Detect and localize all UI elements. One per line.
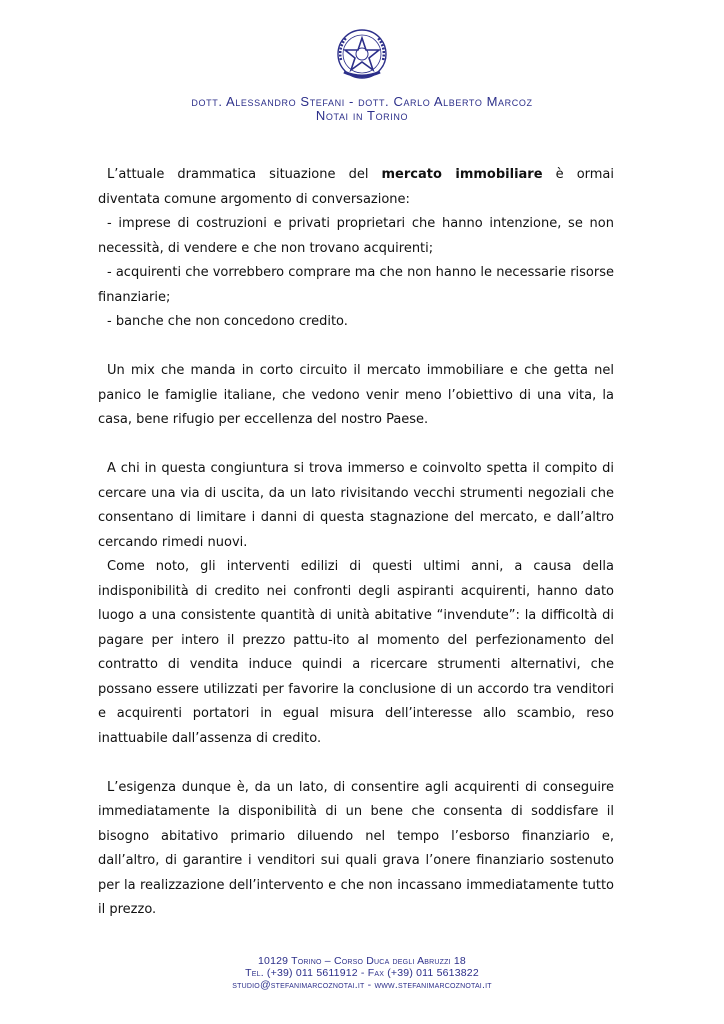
footer-phone: Tel. (+39) 011 5611912 - Fax (+39) 011 5613822 [245,967,479,979]
italian-republic-emblem-icon [332,28,392,84]
header-location: Notai in Torino [315,108,409,123]
footer-address: 10129 Torino – Corso Duca degli Abruzzi 18 [258,955,466,967]
header-notaries-names: dott. Alessandro Stefani - dott. Carlo Alberto Marcoz [191,94,533,109]
footer-web: studio@stefanimarcoznotai.it - www.stefanimarcoznotai.it [232,979,492,991]
intro-text-bold: mercato immobiliare [381,167,543,182]
document-body [98,163,614,923]
bullet-item-banks: - banche che non concedono credito. [107,314,348,329]
intro-text-pre: L’attuale drammatica situazione del [107,167,382,182]
bullet-item-builders: - imprese di costruzioni e privati proprietari che hanno intenzione, se non necessità, di vendere e che non trovano acquirenti; [98,216,614,256]
paragraph-need: L’esigenza dunque è, da un lato, di consentire agli acquirenti di conseguire immediatamente la disponibilità di un bene che consenta di soddisfare il bisogno abitativo primario diluendo nel tempo l’esborso finanziario e, dall’altro, di garantire i venditori sui quali grava l’onere finanziario sostenuto per la realizzazione dell’intervento e che non incassano immediatamente tutto il prezzo. [98,779,614,917]
paragraph-solution: A chi in questa congiuntura si trova immerso e coinvolto spetta il compito di cercare una via di uscita, da un lato rivisitando vecchi strumenti negoziali che consentano di limitare i danni di questa stagnazione del mercato, e dall’altro cercando rimedi nuovi. [98,461,614,550]
paragraph-context: Come noto, gli interventi edilizi di questi ultimi anni, a causa della indisponibilità di credito nei confronti degli aspiranti acquirenti, hanno dato luogo a una consistente quantità di unità abitative “invendute”: la difficoltà di pagare per intero il prezzo pattu-ito al momento del perfezionamento del contratto di vendita induce quindi a ricercare strumenti alternativi, che possano essere utilizzati per favorire la conclusione di un accordo tra venditori e acquirenti portatori in egual misura dell’interesse allo scambio, reso inattuabile dall’assenza di credito. [98,559,614,746]
paragraph-mix: Un mix che manda in corto circuito il mercato immobiliare e che getta nel panico le famiglie italiane, che vedono venir meno l’obiettivo di una vita, la casa, bene rifugio per eccellenza del nostro Paese. [98,363,614,427]
paragraph-intro [98,163,614,212]
bullet-item-buyers: - acquirenti che vorrebbero comprare ma che non hanno le necessarie risorse finanziarie; [98,265,614,305]
intro-text-post: è ormai diventata comune argomento di conversazione: [98,167,615,207]
